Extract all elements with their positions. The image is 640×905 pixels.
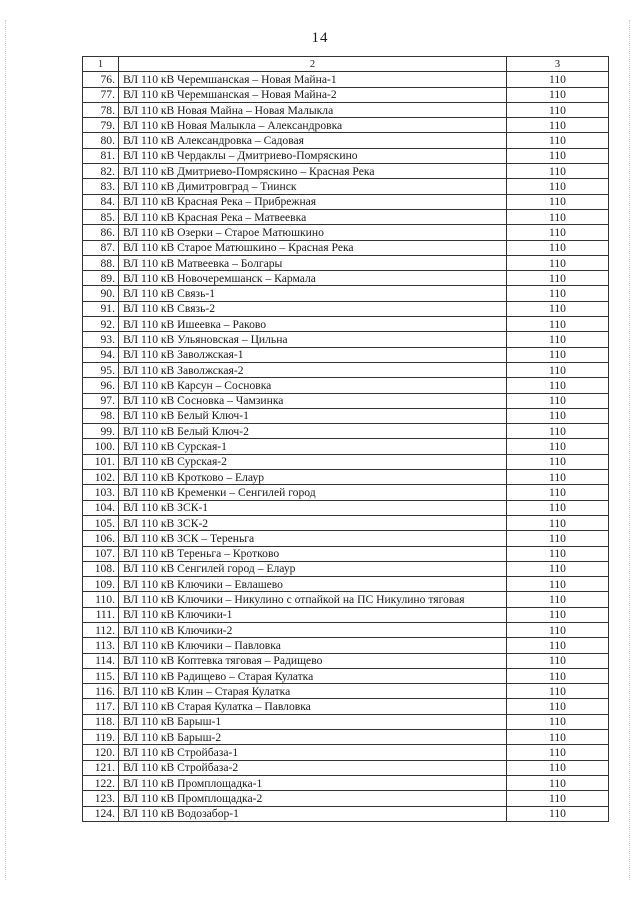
line-name: ВЛ 110 кВ Ключики – Никулино с отпайкой на ПС Никулино тяговая	[119, 592, 507, 607]
line-name: ВЛ 110 кВ Красная Река – Прибрежная	[119, 194, 507, 209]
table-row	[83, 485, 609, 500]
voltage-kv: 110	[507, 515, 609, 530]
table-row	[83, 424, 609, 439]
line-name: ВЛ 110 кВ Клин – Старая Кулатка	[119, 684, 507, 699]
line-name: ВЛ 110 кВ Ключики-2	[119, 622, 507, 637]
line-name: ВЛ 110 кВ Тереньга – Кротково	[119, 546, 507, 561]
row-number: 114.	[83, 653, 119, 668]
voltage-kv: 110	[507, 607, 609, 622]
row-number: 79.	[83, 118, 119, 133]
line-name: ВЛ 110 кВ Стройбаза-2	[119, 760, 507, 775]
voltage-kv: 110	[507, 255, 609, 270]
row-number: 92.	[83, 317, 119, 332]
table-row	[83, 179, 609, 194]
row-number: 119.	[83, 730, 119, 745]
line-name: ВЛ 110 кВ Водозабор-1	[119, 806, 507, 821]
row-number: 106.	[83, 531, 119, 546]
row-number: 87.	[83, 240, 119, 255]
table-row	[83, 622, 609, 637]
row-number: 105.	[83, 515, 119, 530]
line-name: ВЛ 110 кВ Связь-1	[119, 286, 507, 301]
table-row	[83, 515, 609, 530]
line-name: ВЛ 110 кВ Сосновка – Чамзинка	[119, 393, 507, 408]
voltage-kv: 110	[507, 164, 609, 179]
row-number: 89.	[83, 271, 119, 286]
row-number: 112.	[83, 622, 119, 637]
line-name: ВЛ 110 кВ Димитровград – Тиинск	[119, 179, 507, 194]
line-name: ВЛ 110 кВ Карсун – Сосновка	[119, 378, 507, 393]
table-row	[83, 194, 609, 209]
line-name: ВЛ 110 кВ Белый Ключ-1	[119, 408, 507, 423]
voltage-kv: 110	[507, 347, 609, 362]
table-row	[83, 730, 609, 745]
row-number: 82.	[83, 164, 119, 179]
voltage-kv: 110	[507, 745, 609, 760]
table-row	[83, 592, 609, 607]
row-number: 90.	[83, 286, 119, 301]
voltage-kv: 110	[507, 485, 609, 500]
page-number: 14	[311, 30, 329, 46]
voltage-kv: 110	[507, 378, 609, 393]
row-number: 80.	[83, 133, 119, 148]
voltage-kv: 110	[507, 87, 609, 102]
table-row	[83, 148, 609, 163]
line-name: ВЛ 110 кВ ЗСК-1	[119, 500, 507, 515]
voltage-kv: 110	[507, 470, 609, 485]
table-row	[83, 393, 609, 408]
table-row	[83, 332, 609, 347]
line-name: ВЛ 110 кВ Новочеремшанск – Кармала	[119, 271, 507, 286]
line-name: ВЛ 110 кВ Озерки – Старое Матюшкино	[119, 225, 507, 240]
line-name: ВЛ 110 кВ Стройбаза-1	[119, 745, 507, 760]
line-name: ВЛ 110 кВ Ульяновская – Цильна	[119, 332, 507, 347]
line-name: ВЛ 110 кВ Старое Матюшкино – Красная Река	[119, 240, 507, 255]
table-row	[83, 378, 609, 393]
table-row	[83, 317, 609, 332]
voltage-kv: 110	[507, 668, 609, 683]
table-row	[83, 118, 609, 133]
line-name: ВЛ 110 кВ Черемшанская – Новая Майна-2	[119, 87, 507, 102]
table-row	[83, 546, 609, 561]
row-number: 115.	[83, 668, 119, 683]
row-number: 117.	[83, 699, 119, 714]
voltage-kv: 110	[507, 179, 609, 194]
table-row	[83, 531, 609, 546]
line-name: ВЛ 110 кВ Ишеевка – Раково	[119, 317, 507, 332]
table-row	[83, 454, 609, 469]
voltage-kv: 110	[507, 362, 609, 377]
header-col-3: 3	[507, 57, 609, 72]
table-row	[83, 791, 609, 806]
left-margin-marks	[5, 20, 8, 880]
voltage-kv: 110	[507, 638, 609, 653]
table-row	[83, 164, 609, 179]
table-row	[83, 301, 609, 316]
table-row	[83, 362, 609, 377]
voltage-kv: 110	[507, 148, 609, 163]
table-row	[83, 653, 609, 668]
line-name: ВЛ 110 кВ Заволжская-1	[119, 347, 507, 362]
row-number: 103.	[83, 485, 119, 500]
table-row	[83, 72, 609, 87]
table-row	[83, 745, 609, 760]
voltage-kv: 110	[507, 791, 609, 806]
voltage-kv: 110	[507, 133, 609, 148]
voltage-kv: 110	[507, 240, 609, 255]
line-name: ВЛ 110 кВ Связь-2	[119, 301, 507, 316]
row-number: 88.	[83, 255, 119, 270]
row-number: 109.	[83, 577, 119, 592]
row-number: 96.	[83, 378, 119, 393]
table-row	[83, 470, 609, 485]
table-row	[83, 699, 609, 714]
voltage-kv: 110	[507, 806, 609, 821]
table-row	[83, 408, 609, 423]
row-number: 93.	[83, 332, 119, 347]
row-number: 97.	[83, 393, 119, 408]
table-row	[83, 806, 609, 821]
row-number: 107.	[83, 546, 119, 561]
row-number: 124.	[83, 806, 119, 821]
voltage-kv: 110	[507, 531, 609, 546]
line-name: ВЛ 110 кВ Дмитриево-Помряскино – Красная Река	[119, 164, 507, 179]
voltage-kv: 110	[507, 454, 609, 469]
table-row	[83, 240, 609, 255]
table-row	[83, 714, 609, 729]
line-name: ВЛ 110 кВ Заволжская-2	[119, 362, 507, 377]
voltage-kv: 110	[507, 301, 609, 316]
row-number: 98.	[83, 408, 119, 423]
voltage-kv: 110	[507, 194, 609, 209]
row-number: 83.	[83, 179, 119, 194]
line-name: ВЛ 110 кВ Белый Ключ-2	[119, 424, 507, 439]
line-name: ВЛ 110 кВ Кременки – Сенгилей город	[119, 485, 507, 500]
table-row	[83, 760, 609, 775]
line-name: ВЛ 110 кВ Ключики – Евлашево	[119, 577, 507, 592]
line-name: ВЛ 110 кВ Сурская-1	[119, 439, 507, 454]
line-name: ВЛ 110 кВ Александровка – Садовая	[119, 133, 507, 148]
row-number: 102.	[83, 470, 119, 485]
voltage-kv: 110	[507, 684, 609, 699]
voltage-kv: 110	[507, 653, 609, 668]
table-row	[83, 225, 609, 240]
row-number: 86.	[83, 225, 119, 240]
line-name: ВЛ 110 кВ Кротково – Елаур	[119, 470, 507, 485]
voltage-kv: 110	[507, 408, 609, 423]
voltage-kv: 110	[507, 225, 609, 240]
table-row	[83, 209, 609, 224]
table-row	[83, 775, 609, 790]
line-name: ВЛ 110 кВ Новая Малыкла – Александровка	[119, 118, 507, 133]
voltage-kv: 110	[507, 699, 609, 714]
row-number: 111.	[83, 607, 119, 622]
line-name: ВЛ 110 кВ Барыш-1	[119, 714, 507, 729]
voltage-kv: 110	[507, 546, 609, 561]
line-name: ВЛ 110 кВ Ключики – Павловка	[119, 638, 507, 653]
voltage-kv: 110	[507, 424, 609, 439]
table-row	[83, 133, 609, 148]
row-number: 118.	[83, 714, 119, 729]
table-row	[83, 87, 609, 102]
voltage-kv: 110	[507, 286, 609, 301]
header-col-2: 2	[119, 57, 507, 72]
voltage-kv: 110	[507, 577, 609, 592]
row-number: 113.	[83, 638, 119, 653]
row-number: 85.	[83, 209, 119, 224]
row-number: 78.	[83, 102, 119, 117]
row-number: 104.	[83, 500, 119, 515]
voltage-kv: 110	[507, 714, 609, 729]
row-number: 94.	[83, 347, 119, 362]
table-row	[83, 561, 609, 576]
header-col-1: 1	[83, 57, 119, 72]
row-number: 95.	[83, 362, 119, 377]
table-row	[83, 577, 609, 592]
voltage-kv: 110	[507, 118, 609, 133]
row-number: 120.	[83, 745, 119, 760]
voltage-kv: 110	[507, 500, 609, 515]
line-name: ВЛ 110 кВ Коптевка тяговая – Радищево	[119, 653, 507, 668]
line-name: ВЛ 110 кВ Чердаклы – Дмитриево-Помряскино	[119, 148, 507, 163]
table-body	[83, 72, 609, 822]
table-row	[83, 500, 609, 515]
line-name: ВЛ 110 кВ Новая Майна – Новая Малыкла	[119, 102, 507, 117]
voltage-kv: 110	[507, 102, 609, 117]
table-row	[83, 607, 609, 622]
line-name: ВЛ 110 кВ Старая Кулатка – Павловка	[119, 699, 507, 714]
voltage-kv: 110	[507, 730, 609, 745]
row-number: 116.	[83, 684, 119, 699]
line-name: ВЛ 110 кВ Сурская-2	[119, 454, 507, 469]
table-row	[83, 638, 609, 653]
voltage-kv: 110	[507, 393, 609, 408]
line-name: ВЛ 110 кВ Промплощадка-1	[119, 775, 507, 790]
voltage-kv: 110	[507, 622, 609, 637]
table-row	[83, 668, 609, 683]
row-number: 121.	[83, 760, 119, 775]
row-number: 123.	[83, 791, 119, 806]
voltage-kv: 110	[507, 760, 609, 775]
voltage-kv: 110	[507, 72, 609, 87]
row-number: 100.	[83, 439, 119, 454]
row-number: 99.	[83, 424, 119, 439]
voltage-kv: 110	[507, 592, 609, 607]
row-number: 81.	[83, 148, 119, 163]
row-number: 101.	[83, 454, 119, 469]
row-number: 122.	[83, 775, 119, 790]
line-name: ВЛ 110 кВ Матвеевка – Болгары	[119, 255, 507, 270]
line-name: ВЛ 110 кВ Ключики-1	[119, 607, 507, 622]
row-number: 76.	[83, 72, 119, 87]
line-name: ВЛ 110 кВ ЗСК-2	[119, 515, 507, 530]
voltage-kv: 110	[507, 439, 609, 454]
table-row	[83, 286, 609, 301]
line-name: ВЛ 110 кВ Сенгилей город – Елаур	[119, 561, 507, 576]
voltage-kv: 110	[507, 775, 609, 790]
line-name: ВЛ 110 кВ ЗСК – Тереньга	[119, 531, 507, 546]
voltage-kv: 110	[507, 332, 609, 347]
power-lines-table	[82, 56, 609, 822]
line-name: ВЛ 110 кВ Красная Река – Матвеевка	[119, 209, 507, 224]
right-margin-marks	[629, 20, 632, 880]
row-number: 84.	[83, 194, 119, 209]
line-name: ВЛ 110 кВ Промплощадка-2	[119, 791, 507, 806]
table-row	[83, 684, 609, 699]
row-number: 110.	[83, 592, 119, 607]
table-header-row	[83, 57, 609, 72]
voltage-kv: 110	[507, 317, 609, 332]
line-name: ВЛ 110 кВ Черемшанская – Новая Майна-1	[119, 72, 507, 87]
table-row	[83, 347, 609, 362]
table-row	[83, 255, 609, 270]
row-number: 108.	[83, 561, 119, 576]
table-row	[83, 271, 609, 286]
line-name: ВЛ 110 кВ Радищево – Старая Кулатка	[119, 668, 507, 683]
voltage-kv: 110	[507, 209, 609, 224]
table-row	[83, 439, 609, 454]
row-number: 77.	[83, 87, 119, 102]
row-number: 91.	[83, 301, 119, 316]
table-row	[83, 102, 609, 117]
voltage-kv: 110	[507, 271, 609, 286]
voltage-kv: 110	[507, 561, 609, 576]
line-name: ВЛ 110 кВ Барыш-2	[119, 730, 507, 745]
